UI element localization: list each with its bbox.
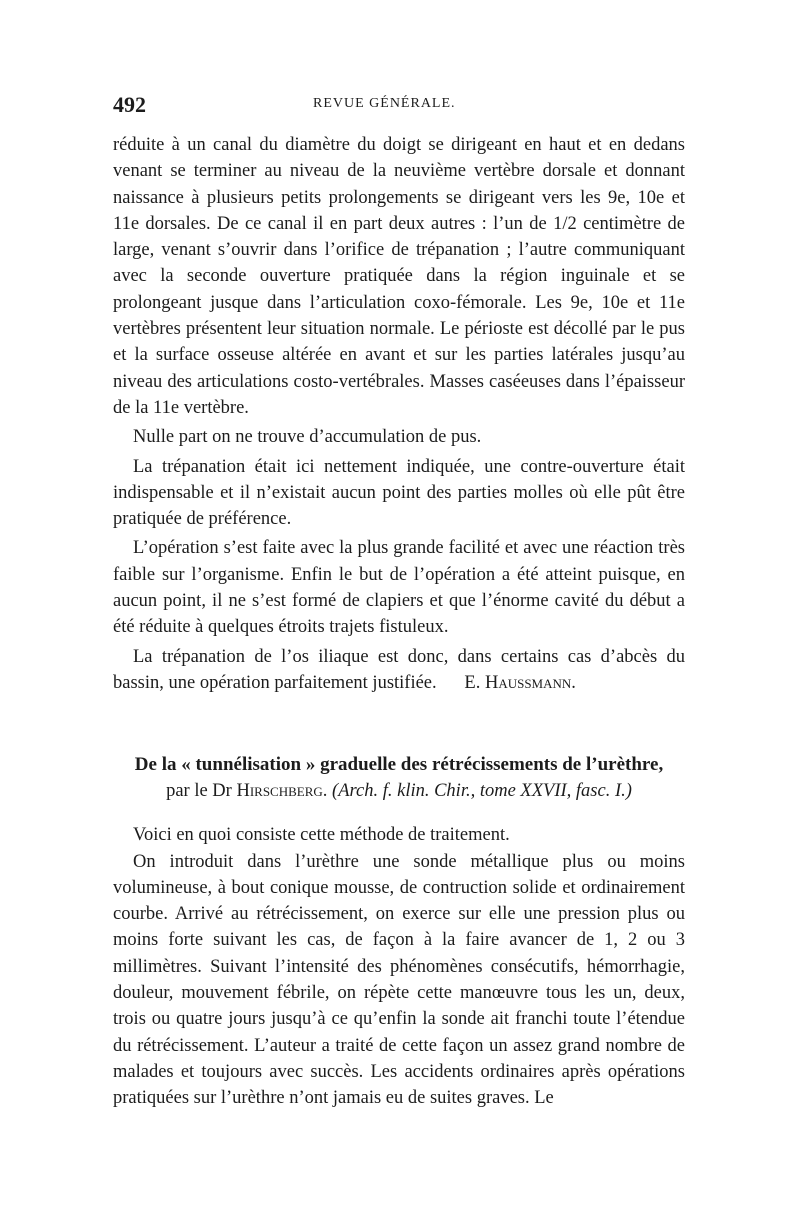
- body-paragraph: Nulle part on ne trouve d’accumulation de pus.: [133, 427, 482, 448]
- article-body: [113, 822, 685, 1111]
- page: [113, 92, 685, 1112]
- running-title: REVUE GÉNÉRALE.: [313, 96, 456, 111]
- body-paragraph: réduite à un canal du diamètre du doigt se dirigeant en haut et en dedans venant se terminer au niveau de la neuvième vertèbre dorsale et donnant naissance à plusieurs petits prolongements se dirigeant vers les 9e, 10e et 11e dorsales. De ce canal il en part deux autres : l’un de 1/2 centimètre de large, venant s’ouvrir dans l’orifice de trépanation ; l’autre communiquant avec la seconde ouverture pratiquée dans la région inguinale et se prolongeant jusque dans l’articulation coxo-fémorale. Les 9e, 10e et 11e vertèbres présentent leur situation normale. Le périoste est décollé par le pus et la surface osseuse altérée en avant et sur les parties latérales jusqu’au niveau des articulations costo-vertébrales. Masses caséeuses dans l’épaisseur de la 11e vertèbre.: [113, 135, 685, 418]
- closing-paragraph: [113, 644, 685, 697]
- page-number: 492: [113, 92, 146, 117]
- previous-article-section: [113, 132, 685, 696]
- article-title: De la « tunnélisation » graduelle des rétrécissements de l’urèthre,: [134, 754, 664, 776]
- body-paragraph: On introduit dans l’urèthre une sonde métallique plus ou moins volumineuse, à bout conique mousse, de contruction solide et ordinairement courbe. Arrivé au rétrécissement, on exerce sur elle une pression plus ou moins forte suivant les cas, de façon à la faire avancer de 1, 2 ou 3 millimètres. Suivant l’intensité des phénomènes consécutifs, hémorrhagie, douleur, mouvement fébrile, on répète cette manœuvre tous les un, deux, trois ou quatre jours jusqu’à ce qu’enfin la sonde ait franchi toute l’étendue du rétrécissement. L’auteur a traité de cette façon un assez grand nombre de malades et toujours avec succès. Les accidents ordinaires après opérations pratiquées sur l’urèthre n’ont jamais eu de suites graves. Le: [113, 851, 685, 1109]
- article-citation: (Arch. f. klin. Chir., tome XXVII, fasc. I.): [332, 781, 632, 802]
- closing-text: La trépanation de l’os iliaque est donc, dans certains cas d’abcès du bassin, une opération parfaitement justifiée.: [113, 646, 685, 693]
- article-byline: [113, 778, 685, 804]
- body-paragraph: L’opération s’est faite avec la plus grande facilité et avec une réaction très faible sur l’organisme. Enfin le but de l’opération a été atteint puisque, en aucun point, il ne s’est formé de clapiers et que l’énorme cavité du début a été réduite à quelques étroits trajets fistuleux.: [113, 538, 685, 638]
- article-author: Hirschberg.: [236, 781, 328, 802]
- body-paragraph: Voici en quoi consiste cette méthode de traitement.: [133, 825, 510, 846]
- author-signature: E. Haussmann.: [464, 672, 576, 693]
- byline-prefix: par le Dr: [166, 781, 232, 802]
- body-paragraph: La trépanation était ici nettement indiquée, une contre-ouverture était indispensable et il n’existait aucun point des parties molles où elle pût être pratiquée de préférence.: [113, 456, 685, 530]
- page-header: [113, 92, 685, 132]
